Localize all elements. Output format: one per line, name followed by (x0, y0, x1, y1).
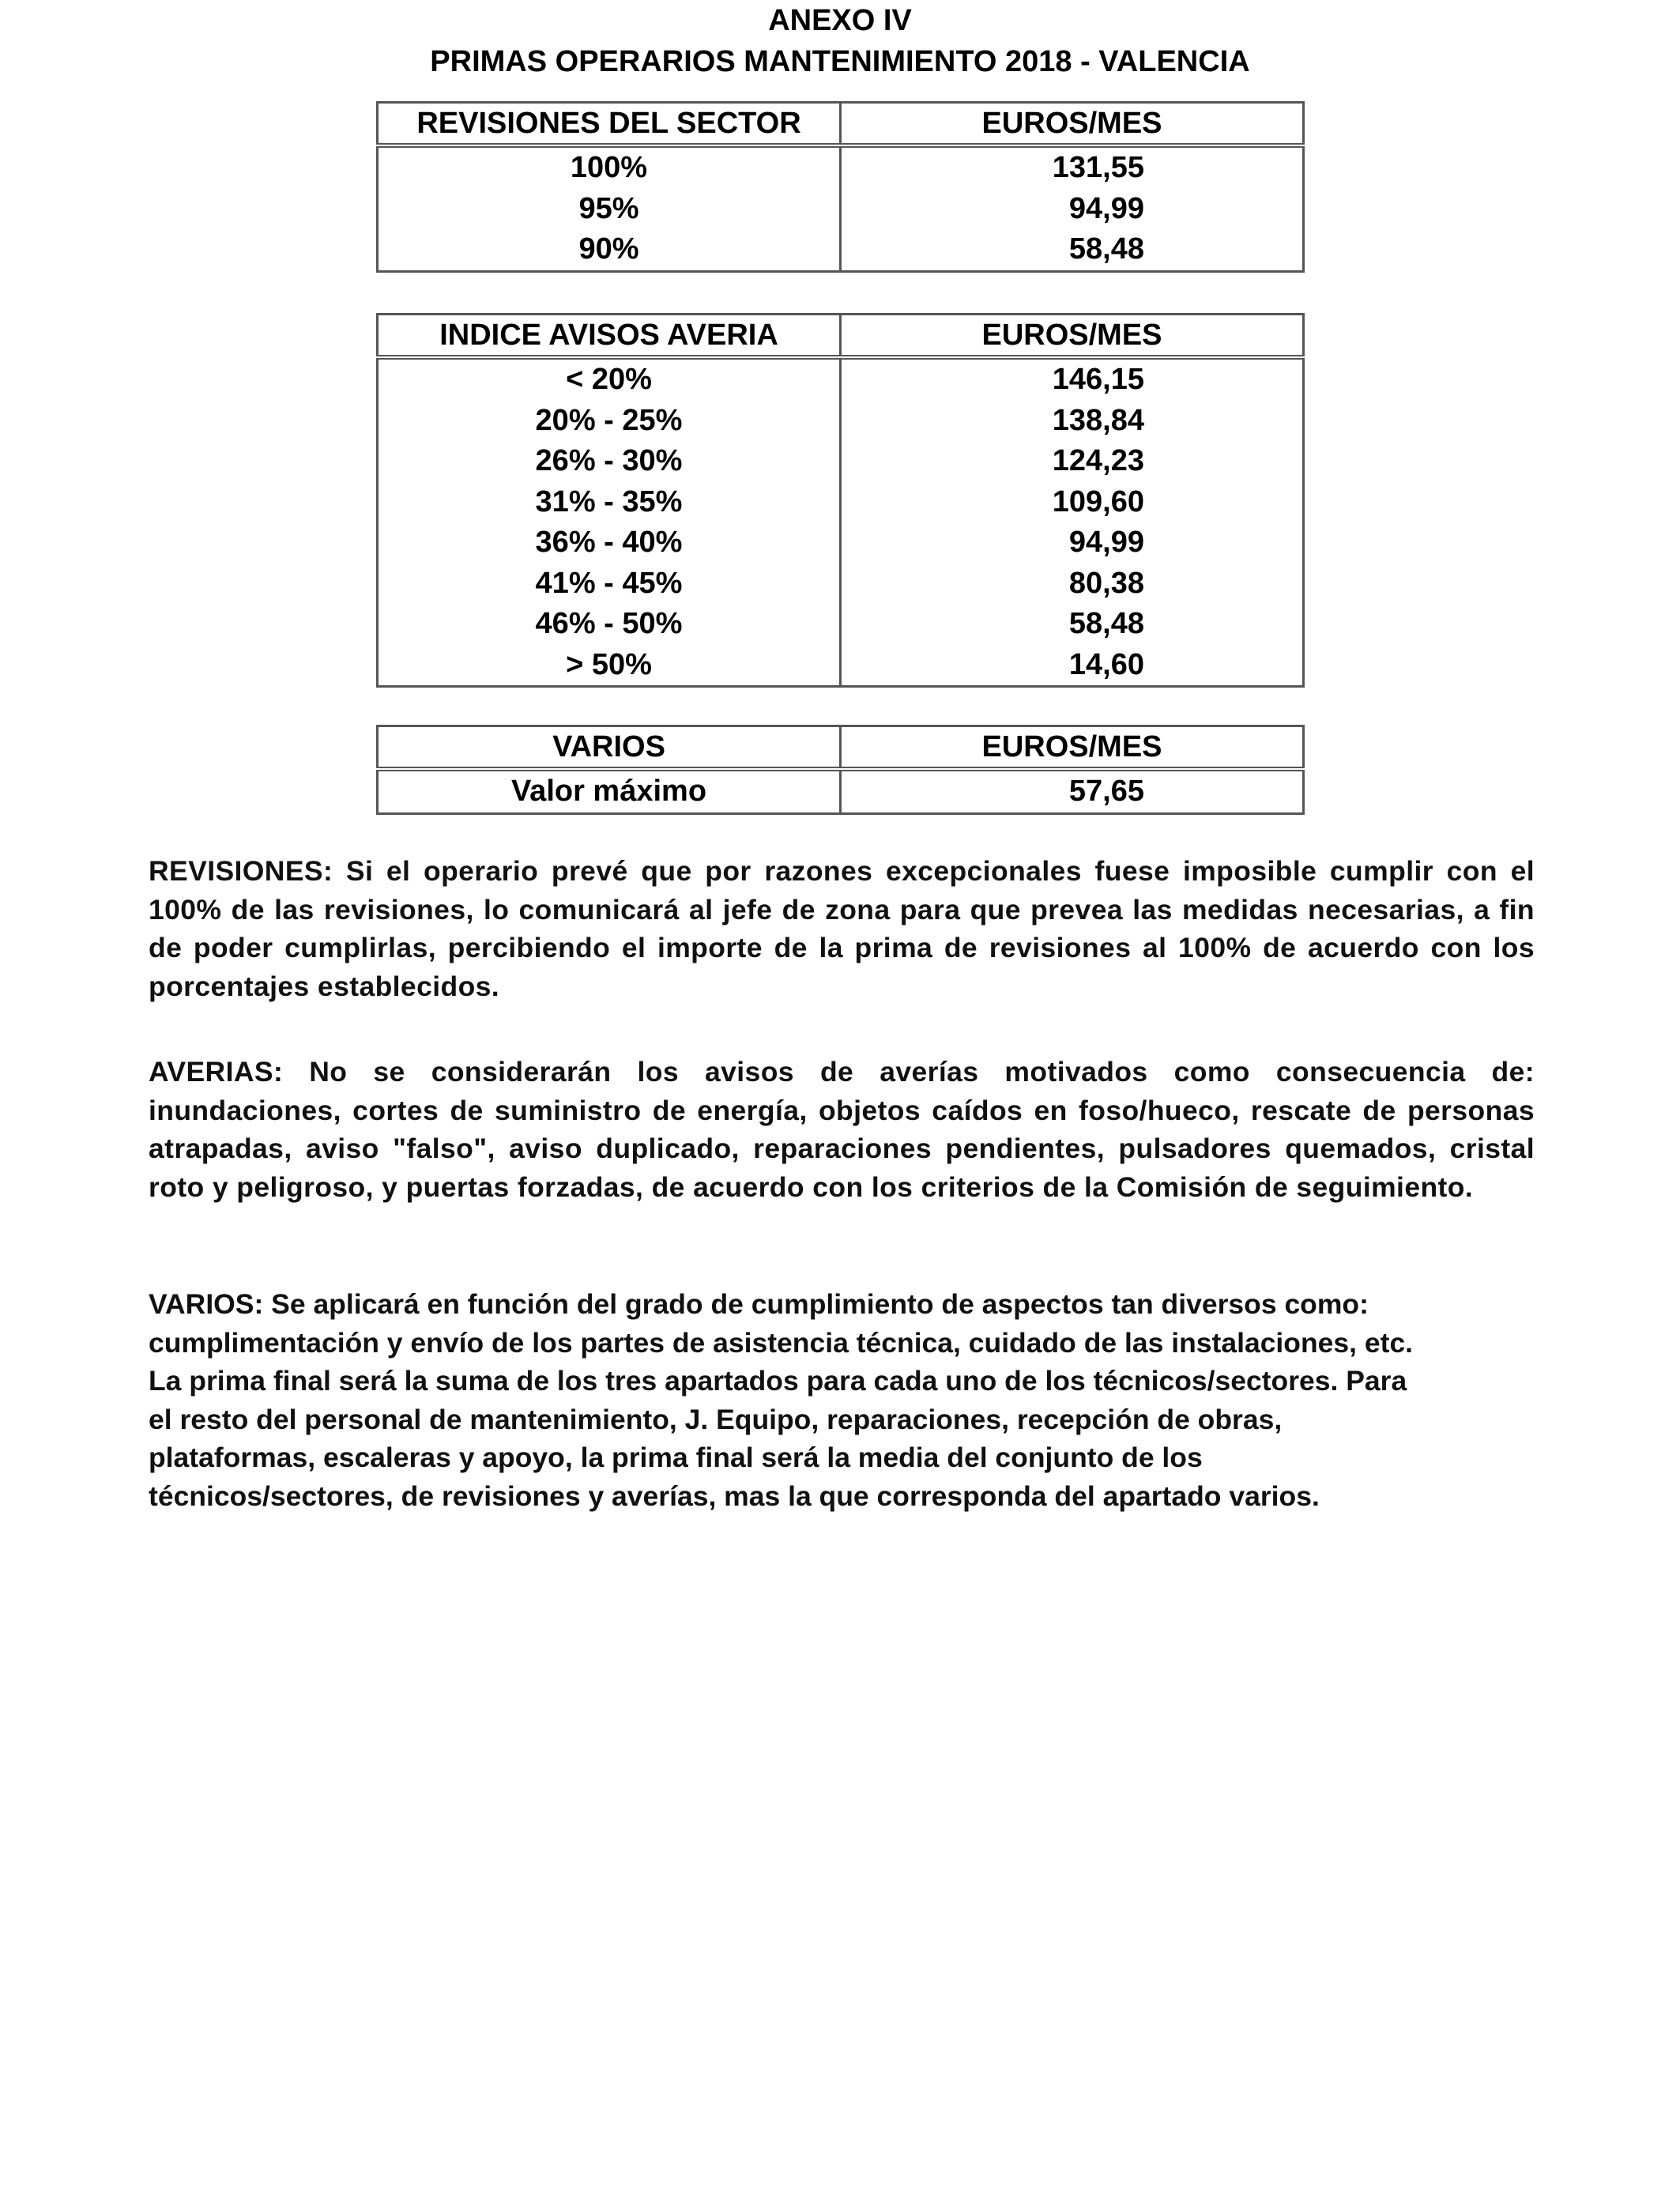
table-row (378, 145, 1304, 189)
paragraph-line: plataformas, escaleras y apoyo, la prima final será la media del conjunto de los (149, 1442, 1203, 1473)
range-cell: 41% - 45% (378, 564, 841, 605)
table-row (378, 189, 1304, 230)
amount-cell: 124,23 (841, 441, 1304, 482)
range-cell: 95% (378, 189, 841, 230)
table-header-row (378, 103, 1304, 146)
revisiones-table (376, 101, 1305, 273)
column-header: REVISIONES DEL SECTOR (378, 103, 841, 146)
paragraph-line: VARIOS: Se aplicará en función del grado de cumplimiento de aspectos tan diversos como: (149, 1288, 1369, 1320)
range-cell: 20% - 25% (378, 401, 841, 442)
amount-cell: 80,38 (841, 564, 1304, 605)
range-cell: 26% - 30% (378, 441, 841, 482)
column-header: EUROS/MES (841, 315, 1304, 358)
table-row (378, 645, 1304, 687)
range-cell: 31% - 35% (378, 482, 841, 523)
range-cell: < 20% (378, 357, 841, 401)
table-row (378, 357, 1304, 401)
amount-cell: 146,15 (841, 357, 1304, 401)
range-cell: 100% (378, 145, 841, 189)
document-title: ANEXO IV (768, 4, 912, 37)
averias-table (376, 313, 1305, 688)
varios-table (376, 725, 1305, 815)
amount-cell: 138,84 (841, 401, 1304, 442)
range-cell: 46% - 50% (378, 604, 841, 645)
paragraph-line: La prima final será la suma de los tres apartados para cada uno de los técnicos/sectores. Para (149, 1365, 1407, 1397)
paragraph-line: el resto del personal de mantenimiento, J. Equipo, reparaciones, recepción de obras, (149, 1403, 1283, 1435)
paragraph-line: cumplimentación y envío de los partes de asistencia técnica, cuidado de las instalaciones, etc. (149, 1326, 1414, 1359)
amount-cell: 58,48 (841, 229, 1304, 271)
table-header-row (378, 315, 1304, 358)
amount-cell: 94,99 (841, 189, 1304, 230)
column-header: EUROS/MES (841, 103, 1304, 146)
paragraph-line: técnicos/sectores, de revisiones y averías, mas la que corresponda del apartado varios. (149, 1480, 1320, 1512)
label-cell: Valor máximo (378, 769, 841, 813)
averias-paragraph: AVERIAS: No se considerarán los avisos de averías motivados como consecuencia de: inundaciones, cortes de suministro de energía, objetos caídos en foso/hueco, rescate de personas atrapadas, aviso "falso", aviso duplicado, reparaciones pendientes, pulsadores quemados, cristal roto y peligroso, y puertas forzadas, de acuerdo con los criterios de la Comisión de seguimiento. (149, 1056, 1535, 1203)
table-row (378, 441, 1304, 482)
table-row (378, 604, 1304, 645)
table-header-row (378, 726, 1304, 770)
table-row (378, 564, 1304, 605)
table-row (378, 401, 1304, 442)
amount-cell: 131,55 (841, 145, 1304, 189)
range-cell: > 50% (378, 645, 841, 687)
table-row (378, 769, 1304, 813)
range-cell: 36% - 40% (378, 522, 841, 564)
range-cell: 90% (378, 229, 841, 271)
revisiones-paragraph: REVISIONES: Si el operario prevé que por razones excepcionales fuese imposible cumplir con el 100% de las revisiones, lo comunicará al jefe de zona para que prevea las medidas necesarias, a fin de poder cumplirlas, percibiendo el importe de la prima de revisiones al 100% de acuerdo con los porcentajes establecidos. (149, 855, 1535, 1002)
amount-cell: 14,60 (841, 645, 1304, 687)
amount-cell: 58,48 (841, 604, 1304, 645)
column-header: VARIOS (378, 726, 841, 770)
amount-cell: 109,60 (841, 482, 1304, 523)
document-subtitle: PRIMAS OPERARIOS MANTENIMIENTO 2018 - VALENCIA (430, 45, 1250, 78)
table-row (378, 522, 1304, 564)
column-header: EUROS/MES (841, 726, 1304, 770)
amount-cell: 94,99 (841, 522, 1304, 564)
table-row (378, 229, 1304, 271)
varios-paragraph (149, 1285, 1535, 1515)
column-header: INDICE AVISOS AVERIA (378, 315, 841, 358)
amount-cell: 57,65 (841, 769, 1304, 813)
table-row (378, 482, 1304, 523)
